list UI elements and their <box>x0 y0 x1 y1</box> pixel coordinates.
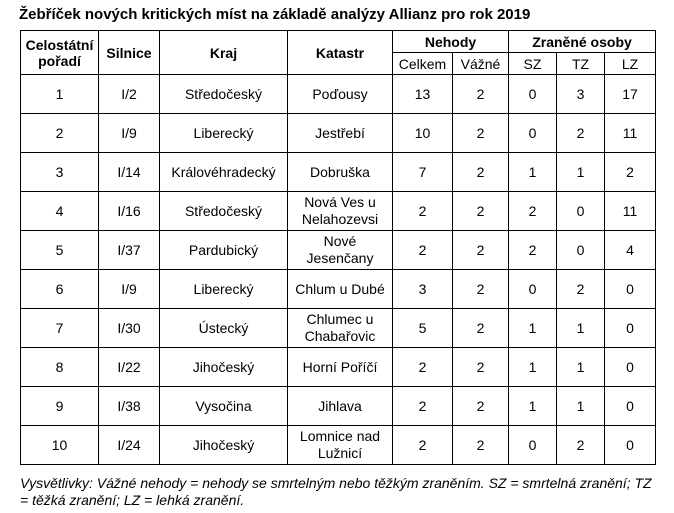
cell-vazne: 2 <box>453 309 509 348</box>
cell-vazne: 2 <box>453 153 509 192</box>
cell-poradi: 9 <box>21 387 99 426</box>
critical-places-table <box>20 30 656 465</box>
cell-poradi: 8 <box>21 348 99 387</box>
cell-poradi: 1 <box>21 75 99 114</box>
document-title: Žebříček nových kritických míst na základě analýzy Allianz pro rok 2019 <box>19 6 531 23</box>
cell-lz: 0 <box>605 426 656 465</box>
cell-celkem: 7 <box>393 153 453 192</box>
header-celkem: Celkem <box>393 53 453 75</box>
cell-kraj: Ústecký <box>160 309 288 348</box>
cell-sz: 1 <box>509 309 557 348</box>
cell-celkem: 10 <box>393 114 453 153</box>
cell-tz: 2 <box>557 426 605 465</box>
table-row <box>21 348 656 387</box>
cell-katastr: Chlum u Dubé <box>288 270 393 309</box>
cell-silnice: I/24 <box>99 426 160 465</box>
cell-katastr: Nové Jesenčany <box>288 231 393 270</box>
cell-silnice: I/9 <box>99 270 160 309</box>
cell-tz: 2 <box>557 114 605 153</box>
header-tz: TZ <box>557 53 605 75</box>
cell-katastr: Lomnice nad Lužnicí <box>288 426 393 465</box>
cell-silnice: I/14 <box>99 153 160 192</box>
cell-celkem: 13 <box>393 75 453 114</box>
cell-lz: 0 <box>605 309 656 348</box>
cell-sz: 0 <box>509 75 557 114</box>
cell-lz: 0 <box>605 270 656 309</box>
cell-poradi: 4 <box>21 192 99 231</box>
cell-kraj: Vysočina <box>160 387 288 426</box>
cell-silnice: I/30 <box>99 309 160 348</box>
cell-tz: 1 <box>557 309 605 348</box>
cell-tz: 1 <box>557 348 605 387</box>
cell-kraj: Středočeský <box>160 75 288 114</box>
header-silnice: Silnice <box>99 31 160 75</box>
cell-silnice: I/9 <box>99 114 160 153</box>
cell-sz: 1 <box>509 153 557 192</box>
table-row <box>21 231 656 270</box>
cell-silnice: I/16 <box>99 192 160 231</box>
cell-katastr: Poďousy <box>288 75 393 114</box>
cell-katastr: Horní Poříčí <box>288 348 393 387</box>
cell-silnice: I/38 <box>99 387 160 426</box>
cell-sz: 2 <box>509 192 557 231</box>
cell-poradi: 10 <box>21 426 99 465</box>
cell-celkem: 2 <box>393 426 453 465</box>
cell-vazne: 2 <box>453 114 509 153</box>
cell-poradi: 3 <box>21 153 99 192</box>
cell-sz: 0 <box>509 426 557 465</box>
cell-lz: 0 <box>605 387 656 426</box>
header-nehody: Nehody <box>393 31 509 53</box>
cell-celkem: 3 <box>393 270 453 309</box>
table-row <box>21 426 656 465</box>
cell-vazne: 2 <box>453 231 509 270</box>
cell-kraj: Pardubický <box>160 231 288 270</box>
cell-celkem: 2 <box>393 387 453 426</box>
cell-silnice: I/37 <box>99 231 160 270</box>
cell-katastr: Nová Ves u Nelahozevsi <box>288 192 393 231</box>
cell-vazne: 2 <box>453 387 509 426</box>
cell-sz: 1 <box>509 387 557 426</box>
header-lz: LZ <box>605 53 656 75</box>
cell-lz: 11 <box>605 114 656 153</box>
cell-poradi: 2 <box>21 114 99 153</box>
legend-note: Vysvětlivky: Vážné nehody = nehody se smrtelným nebo těžkým zraněním. SZ = smrtelná zranění; TZ = těžká zranění; LZ = lehká zranění. <box>20 475 652 508</box>
cell-celkem: 2 <box>393 348 453 387</box>
cell-katastr: Dobruška <box>288 153 393 192</box>
cell-silnice: I/22 <box>99 348 160 387</box>
cell-lz: 2 <box>605 153 656 192</box>
cell-lz: 0 <box>605 348 656 387</box>
cell-tz: 0 <box>557 231 605 270</box>
cell-tz: 3 <box>557 75 605 114</box>
cell-kraj: Liberecký <box>160 114 288 153</box>
header-vazne: Vážné <box>453 53 509 75</box>
cell-katastr: Jestřebí <box>288 114 393 153</box>
cell-vazne: 2 <box>453 426 509 465</box>
cell-katastr: Chlumec u Chabařovic <box>288 309 393 348</box>
cell-sz: 0 <box>509 114 557 153</box>
cell-tz: 1 <box>557 387 605 426</box>
cell-kraj: Liberecký <box>160 270 288 309</box>
cell-celkem: 5 <box>393 309 453 348</box>
cell-poradi: 5 <box>21 231 99 270</box>
cell-vazne: 2 <box>453 192 509 231</box>
cell-kraj: Jihočeský <box>160 426 288 465</box>
table-row <box>21 192 656 231</box>
cell-poradi: 7 <box>21 309 99 348</box>
header-zranene-osoby: Zraněné osoby <box>509 31 656 53</box>
header-poradi: Celostátní pořadí <box>21 31 99 75</box>
cell-vazne: 2 <box>453 270 509 309</box>
table-row <box>21 114 656 153</box>
table-row <box>21 309 656 348</box>
cell-sz: 0 <box>509 270 557 309</box>
cell-kraj: Jihočeský <box>160 348 288 387</box>
cell-vazne: 2 <box>453 75 509 114</box>
table-row <box>21 153 656 192</box>
cell-tz: 1 <box>557 153 605 192</box>
cell-tz: 0 <box>557 192 605 231</box>
cell-sz: 1 <box>509 348 557 387</box>
cell-silnice: I/2 <box>99 75 160 114</box>
cell-celkem: 2 <box>393 192 453 231</box>
cell-kraj: Královéhradecký <box>160 153 288 192</box>
table-row <box>21 270 656 309</box>
cell-lz: 17 <box>605 75 656 114</box>
header-kraj: Kraj <box>160 31 288 75</box>
cell-celkem: 2 <box>393 231 453 270</box>
cell-vazne: 2 <box>453 348 509 387</box>
cell-kraj: Středočeský <box>160 192 288 231</box>
cell-sz: 2 <box>509 231 557 270</box>
header-sz: SZ <box>509 53 557 75</box>
table-row <box>21 75 656 114</box>
cell-lz: 11 <box>605 192 656 231</box>
table-row <box>21 387 656 426</box>
header-katastr: Katastr <box>288 31 393 75</box>
cell-lz: 4 <box>605 231 656 270</box>
cell-tz: 2 <box>557 270 605 309</box>
cell-poradi: 6 <box>21 270 99 309</box>
cell-katastr: Jihlava <box>288 387 393 426</box>
